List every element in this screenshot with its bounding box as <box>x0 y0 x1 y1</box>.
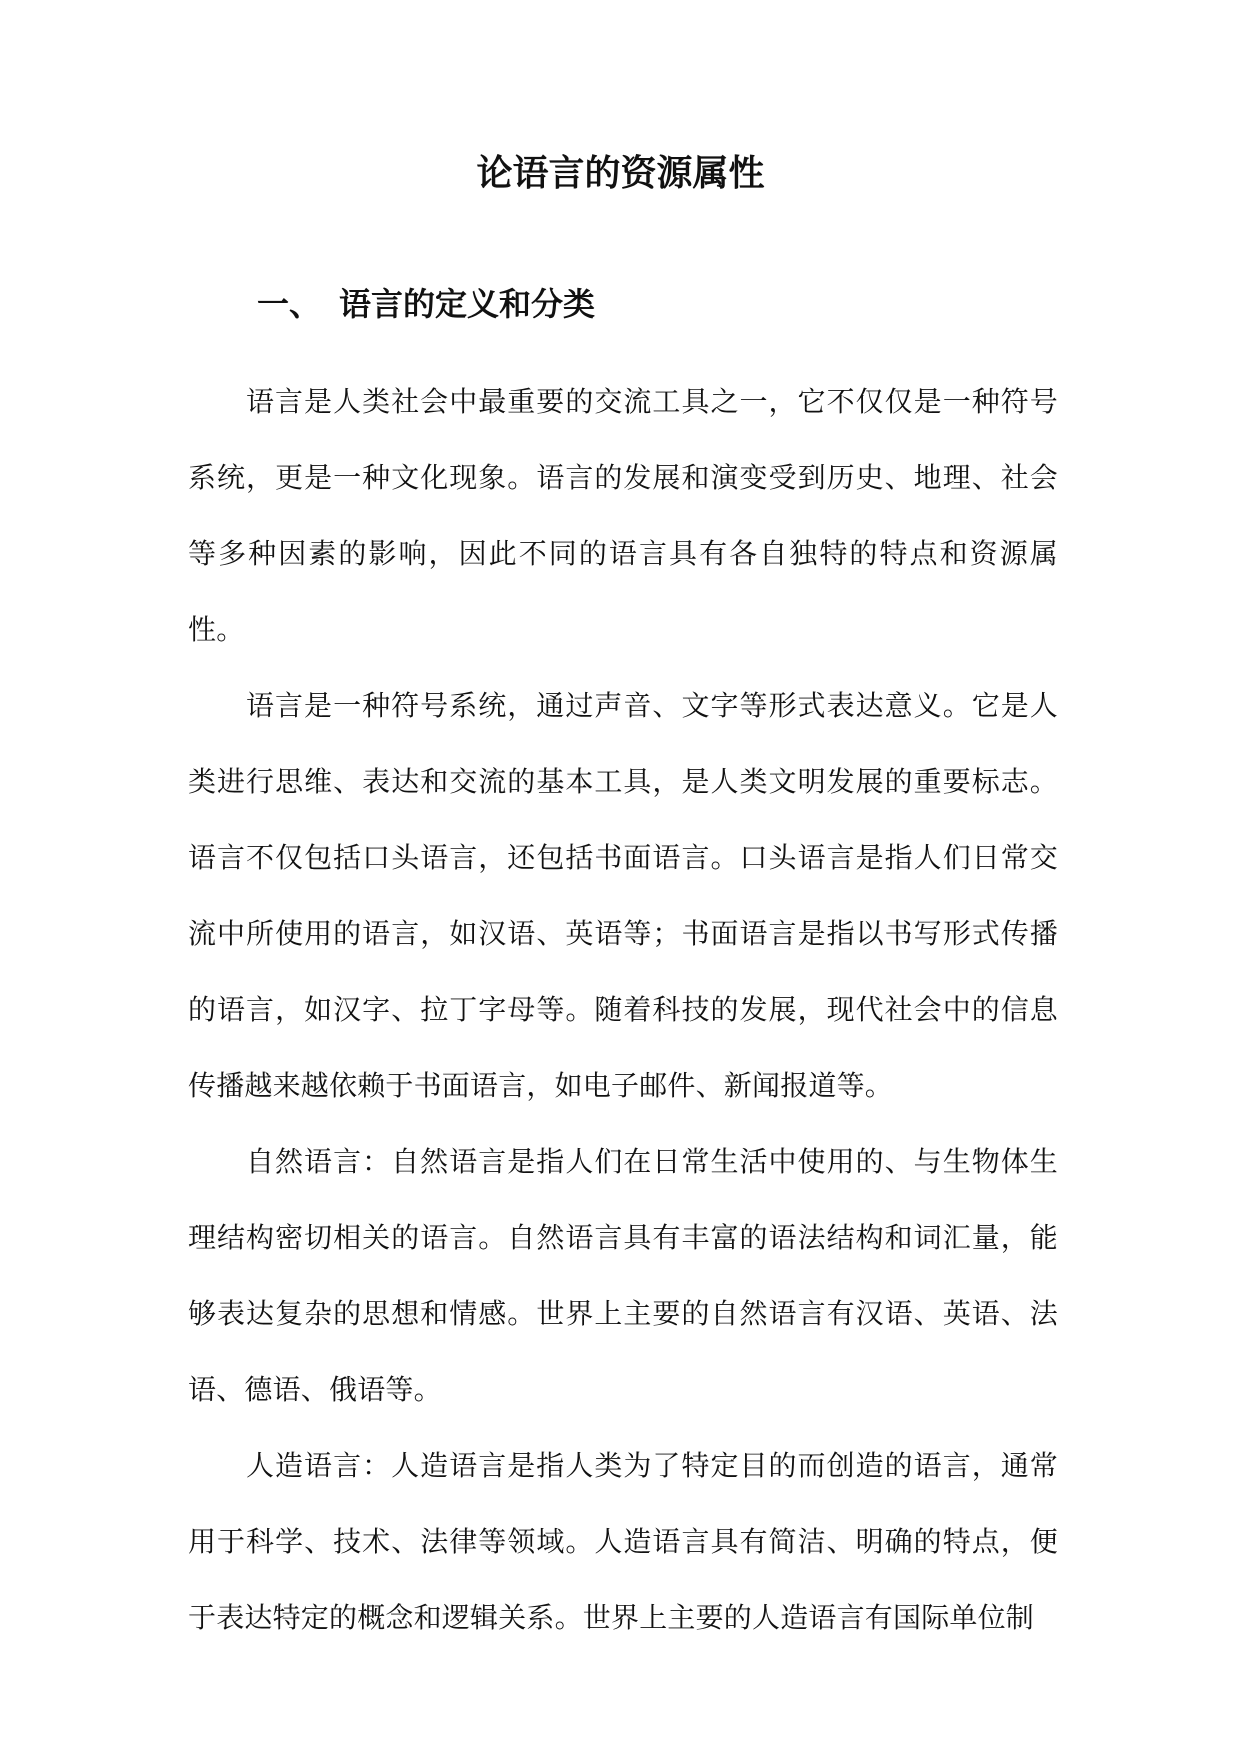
paragraph-natural-language: 自然语言：自然语言是指人们在日常生活中使用的、与生物体生理结构密切相关的语言。自然语言具有丰富的语法结构和词汇量，能够表达复杂的思想和情感。世界上主要的自然语言有汉语、英语、法语、德语、俄语等。 <box>188 1145 1058 1406</box>
section-title: 语言的定义和分类 <box>339 285 596 323</box>
document-body <box>188 364 1058 1656</box>
section-number: 一、 <box>257 285 322 323</box>
paragraph-intro: 语言是人类社会中最重要的交流工具之一，它不仅仅是一种符号系统，更是一种文化现象。语言的发展和演变受到历史、地理、社会等多种因素的影响，因此不同的语言具有各自独特的特点和资源属性。 <box>188 385 1058 646</box>
section-heading <box>257 283 595 325</box>
paragraph-definition: 语言是一种符号系统，通过声音、文字等形式表达意义。它是人类进行思维、表达和交流的基本工具，是人类文明发展的重要标志。语言不仅包括口头语言，还包括书面语言。口头语言是指人们日常交流中所使用的语言，如汉语、英语等；书面语言是指以书写形式传播的语言，如汉字、拉丁字母等。随着科技的发展，现代社会中的信息传播越来越依赖于书面语言，如电子邮件、新闻报道等。 <box>188 689 1058 1102</box>
paragraph-artificial-language: 人造语言：人造语言是指人类为了特定目的而创造的语言，通常用于科学、技术、法律等领域。人造语言具有简洁、明确的特点，便于表达特定的概念和逻辑关系。世界上主要的人造语言有国际单位制 <box>188 1449 1058 1634</box>
document-title: 论语言的资源属性 <box>476 153 765 194</box>
